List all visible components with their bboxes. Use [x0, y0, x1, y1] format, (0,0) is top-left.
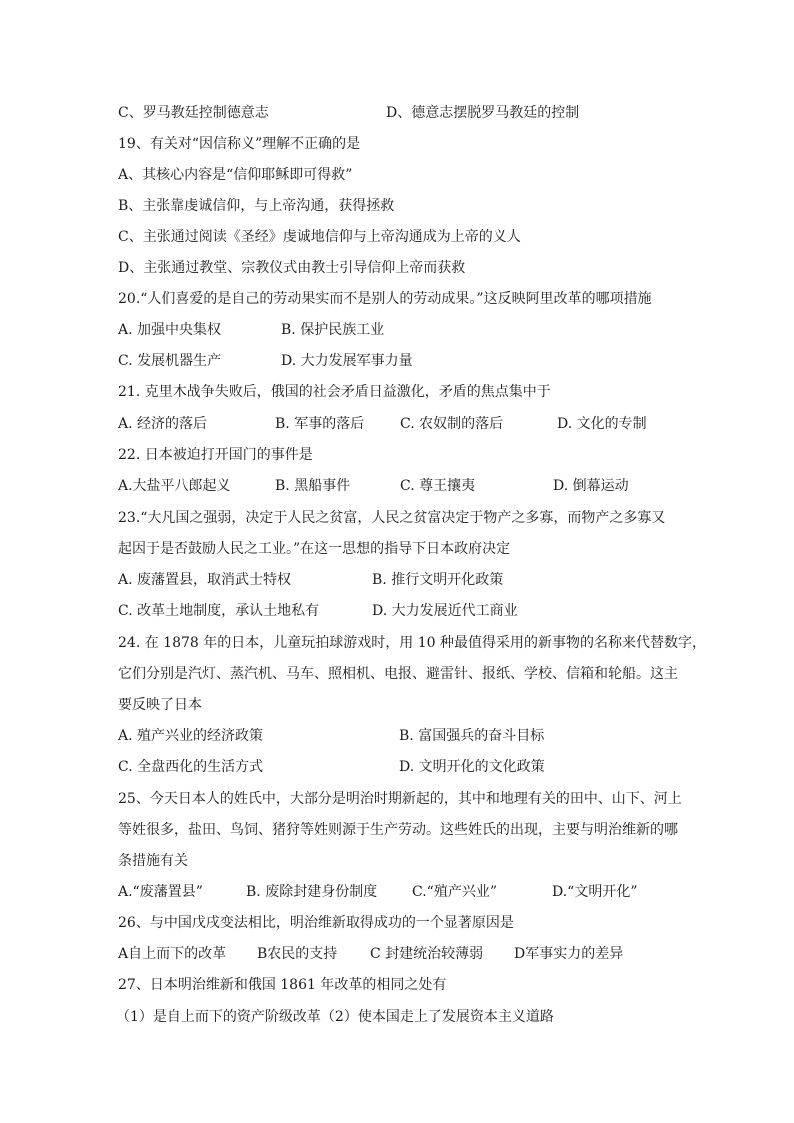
q19-option-a: A、其核心内容是“信仰耶稣即可得救” [118, 167, 353, 183]
q24-option-b: B. 富国强兵的奋斗目标 [399, 728, 545, 744]
q18-option-d: D、德意志摆脱罗马教廷的控制 [386, 105, 580, 121]
q24-option-a: A. 殖产兴业的经济政策 [118, 728, 264, 744]
q19-option-b: B、主张靠虔诚信仰，与上帝沟通，获得拯救 [118, 198, 395, 214]
q19-option-c: C、主张通过阅读《圣经》虔诚地信仰与上帝沟通成为上帝的义人 [118, 229, 521, 245]
q23-stem-line1: 23.“大凡国之强弱，决定于人民之贫富，人民之贫富决定于物产之多寡，而物产之多寡又 [118, 510, 666, 526]
q21-option-a: A. 经济的落后 [118, 416, 208, 432]
q21-option-d: D. 文化的专制 [557, 416, 647, 432]
q23-option-a: A. 废藩置县，取消武士特权 [118, 572, 292, 588]
q22-stem: 22. 日本被迫打开国门的事件是 [118, 447, 313, 463]
q25-stem-line3: 条措施有关 [118, 853, 188, 869]
q22-option-b: B. 黑船事件 [275, 478, 351, 494]
q22-option-c: C. 尊王攘夷 [400, 478, 476, 494]
q27-stem: 27、日本明治维新和俄国 1861 年改革的相同之处有 [118, 977, 447, 993]
q20-stem: 20.“人们喜爱的是自己的劳动果实而不是别人的劳动成果。”这反映阿里改革的哪项措施 [118, 291, 652, 307]
q25-option-a: A.“废藩置县” [118, 884, 203, 900]
q25-option-b: B. 废除封建身份制度 [246, 884, 378, 900]
q26-stem: 26、与中国戊戌变法相比，明治维新取得成功的一个显著原因是 [118, 915, 514, 931]
q24-stem-line3: 要反映了日本 [118, 697, 202, 713]
q23-option-b: B. 推行文明开化政策 [372, 572, 504, 588]
q23-stem-line2: 起因于是否鼓励人民之工业。”在这一思想的指导下日本政府决定 [118, 541, 511, 557]
q24-stem-line2: 它们分别是汽灯、蒸汽机、马车、照相机、电报、避雷针、报纸、学校、信箱和轮船。这主 [118, 666, 678, 682]
q21-option-b: B. 军事的落后 [275, 416, 365, 432]
q26-option-c: C 封建统治较薄弱 [370, 946, 484, 962]
q25-option-d: D.“文明开化” [552, 884, 638, 900]
q19-stem: 19、有关对“因信称义”理解不正确的是 [118, 136, 361, 152]
q25-stem-line1: 25、今天日本人的姓氏中，大部分是明治时期新起的，其中和地理有关的田中、山下、河上 [118, 791, 682, 807]
q24-option-d: D. 文明开化的文化政策 [399, 759, 545, 775]
q25-stem-line2: 等姓很多，盐田、鸟饲、猪狩等姓则源于生产劳动。这些姓氏的出现，主要与明治维新的哪 [118, 822, 678, 838]
q18-option-c: C、罗马教廷控制德意志 [118, 105, 269, 121]
q23-option-d: D. 大力发展近代工商业 [372, 603, 518, 619]
q24-option-c: C. 全盘西化的生活方式 [118, 759, 264, 775]
q26-option-a: A自上而下的改革 [118, 946, 227, 962]
q21-stem: 21. 克里木战争失败后，俄国的社会矛盾日益激化，矛盾的焦点集中于 [118, 384, 551, 400]
q20-option-d: D. 大力发展军事力量 [281, 353, 413, 369]
q22-option-d: D. 倒幕运动 [553, 478, 629, 494]
q22-option-a: A.大盐平八郎起义 [118, 478, 231, 494]
q26-option-b: B农民的支持 [257, 946, 338, 962]
q23-option-c: C. 改革土地制度，承认土地私有 [118, 603, 320, 619]
q24-stem-line1: 24. 在 1878 年的日本，儿童玩拍球游戏时，用 10 种最值得采用的新事物的名称来代替数字， [118, 635, 706, 651]
q19-option-d: D、主张通过教堂、宗教仪式由教士引导信仰上帝而获救 [118, 260, 466, 276]
q20-option-b: B. 保护民族工业 [281, 322, 385, 338]
q21-option-c: C. 农奴制的落后 [400, 416, 504, 432]
q20-option-a: A. 加强中央集权 [118, 322, 222, 338]
q27-item-1: （1）是自上而下的资产阶级改革（2）使本国走上了发展资本主义道路 [116, 1009, 554, 1025]
q25-option-c: C.“殖产兴业” [412, 884, 497, 900]
q26-option-d: D军事实力的差异 [514, 946, 624, 962]
q20-option-c: C. 发展机器生产 [118, 353, 222, 369]
